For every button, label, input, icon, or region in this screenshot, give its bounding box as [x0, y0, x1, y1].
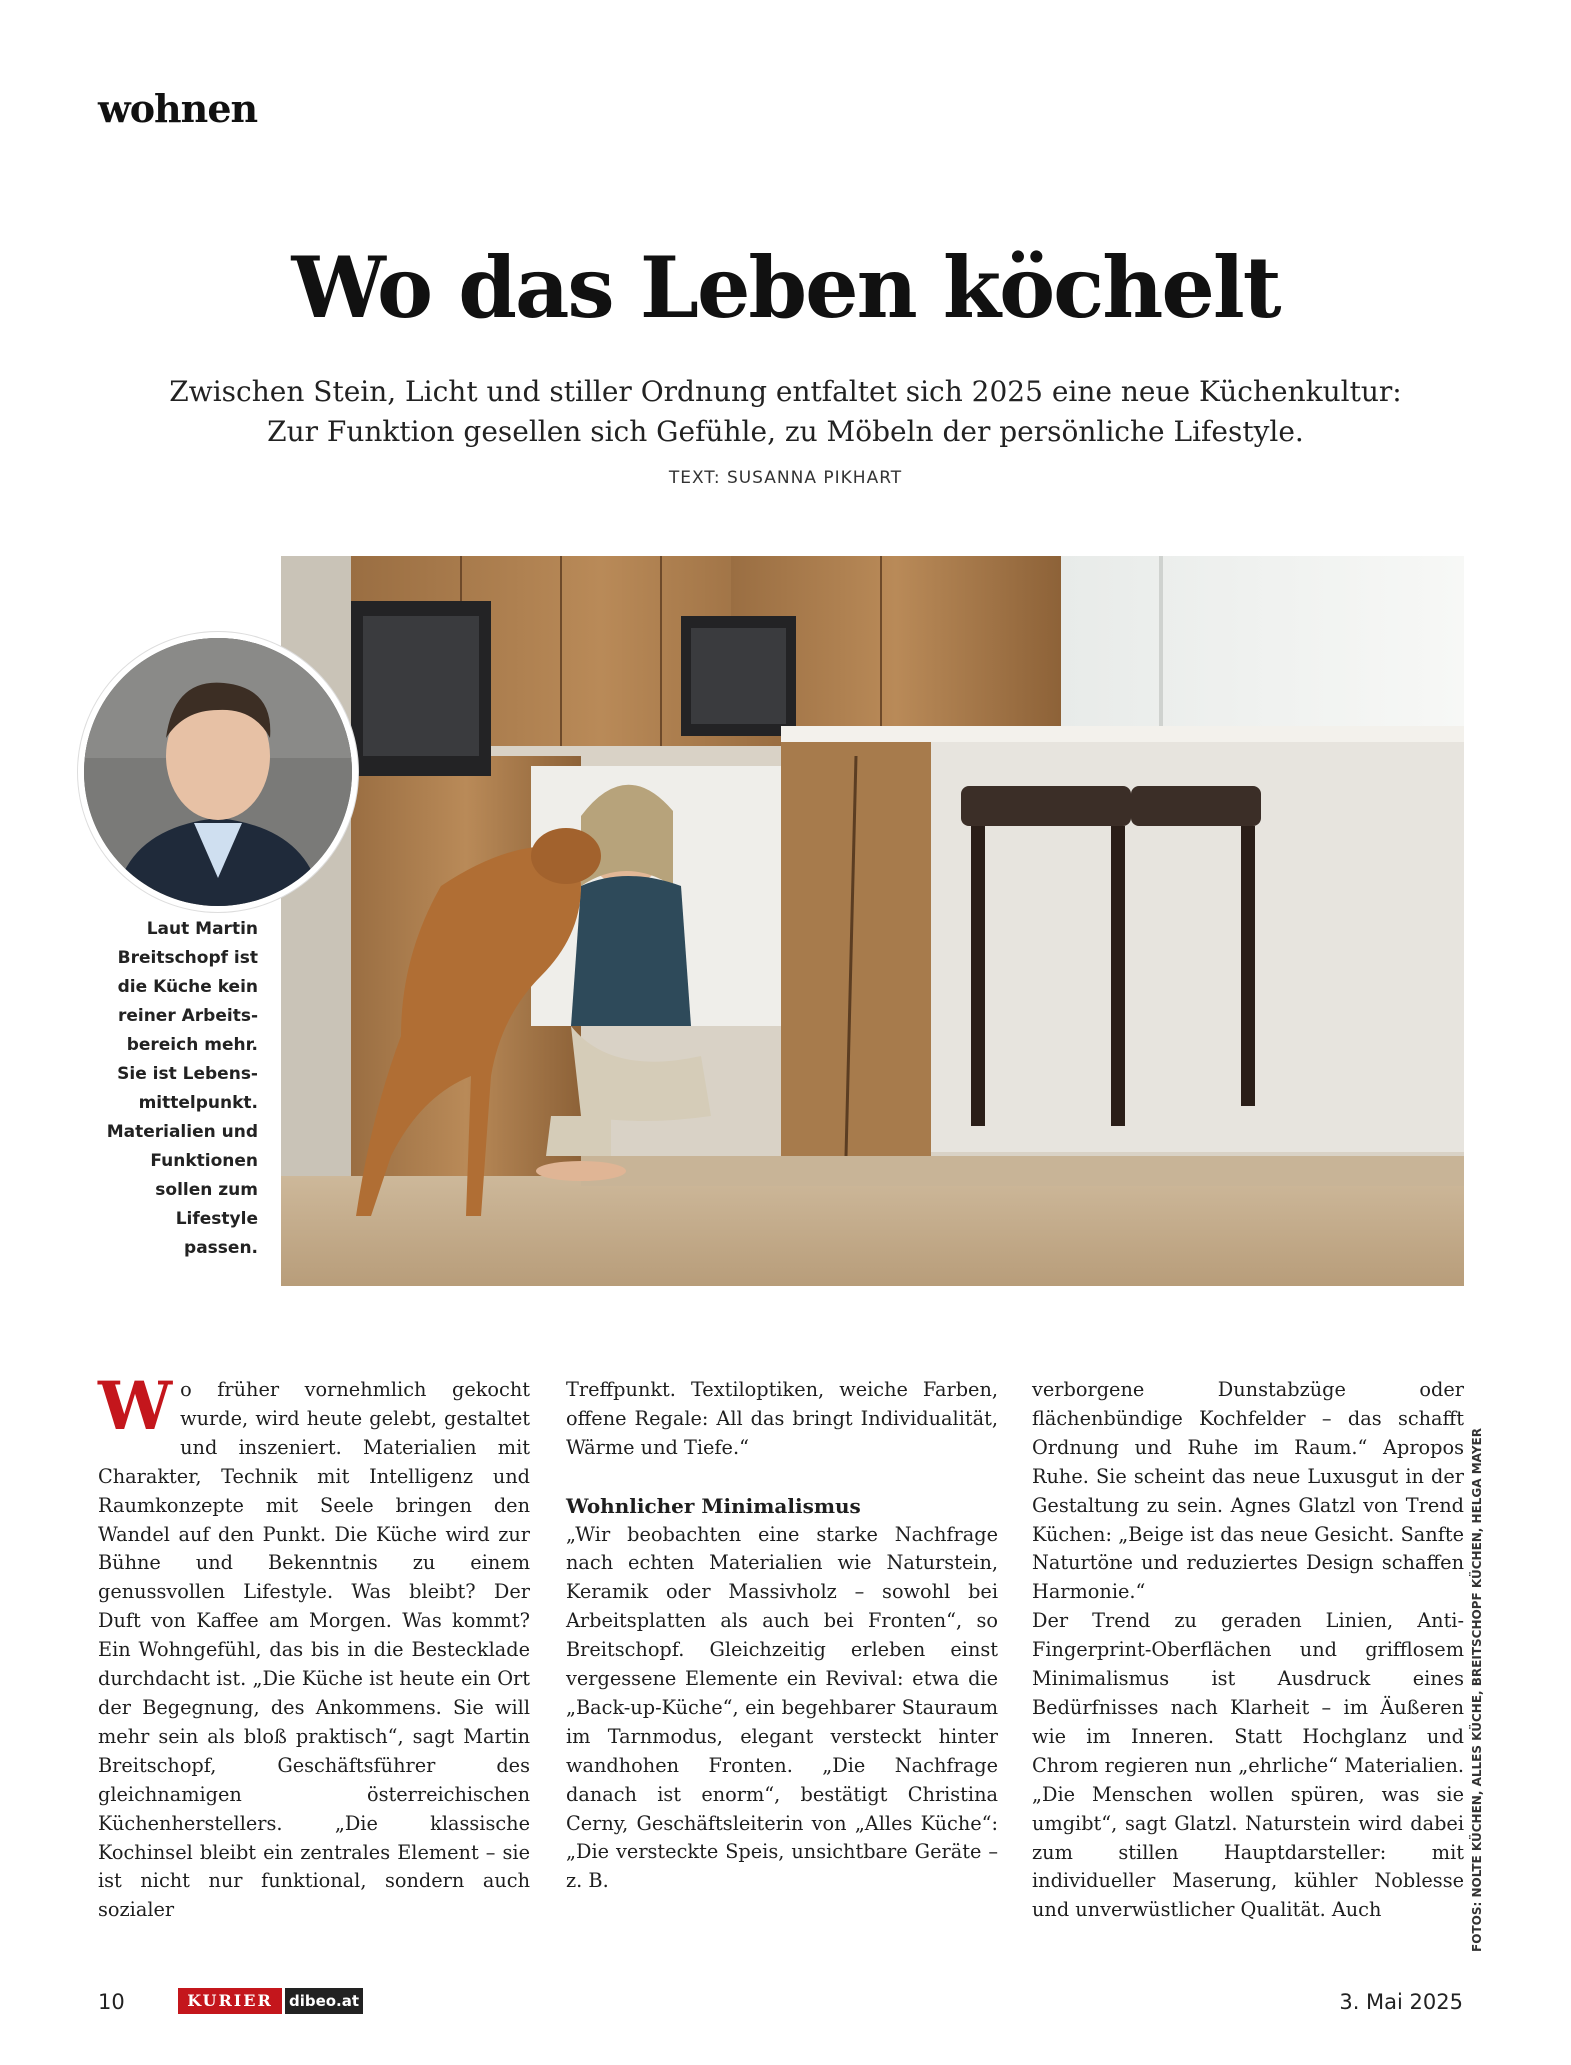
subtitle-line-2: Zur Funktion gesellen sich Gefühle, zu Möbeln der persönliche Lifestyle.	[267, 415, 1304, 448]
column-3-text-b: Der Trend zu geraden Linien, Anti-Fingerprint-Oberflächen und grifflosem Minimalismus ist Ausdruck eines Bedürfnisses nach Klarheit – im Äußeren wie im Inneren. Statt Hochglanz und Chrom regieren nun „ehrliche“ Materialien. „Die Menschen wollen spüren, was sie umgibt“, sagt Glatzl. Naturstein wird dabei zum stillen Hauptdarsteller: mit individueller Maserung, kühler Noblesse und unverwüstlicher Qualität. Auch	[1032, 1609, 1464, 1922]
lead-paragraph	[98, 1367, 530, 1925]
paragraph-spacer	[566, 1463, 998, 1492]
portrait-illustration	[84, 638, 352, 906]
subheading: Wohnlicher Minimalismus	[566, 1493, 861, 1518]
article-column-3	[1032, 1376, 1464, 1925]
portrait-photo	[78, 632, 358, 912]
headline: Wo das Leben köchelt	[291, 238, 1280, 337]
article-column-1	[98, 1367, 530, 1925]
kitchen-photo-illustration	[281, 556, 1464, 1286]
photo-caption: Laut Martin Breitschopf ist die Küche kein reiner Arbeits-bereich mehr. Sie ist Lebens-mittelpunkt. Materialien und Funktionen sollen zum Lifestyle passen.	[106, 919, 258, 1258]
subtitle-line-1: Zwischen Stein, Licht und stiller Ordnung entfaltet sich 2025 eine neue Küchenkultur:	[169, 375, 1402, 408]
subtitle	[130, 372, 1441, 452]
article-column-2	[566, 1376, 998, 1896]
dibeo-logo: dibeo.at	[285, 1988, 363, 2014]
page-number: 10	[98, 1990, 125, 2014]
issue-date: 3. Mai 2025	[1339, 1990, 1463, 2014]
column-2-text-a: Treffpunkt. Textiloptiken, weiche Farben, offene Regale: All das bringt Individualität, Wärme und Tiefe.“	[566, 1378, 998, 1459]
kitchen-photo	[281, 556, 1464, 1286]
section-label: wohnen	[98, 86, 258, 131]
column-1-text: o früher vornehmlich gekocht wurde, wird heute gelebt, gestaltet und inszeniert. Materialien mit Charakter, Technik mit Intelligenz und Raumkonzepte mit Seele bringen den Wandel auf den Punkt. Die Küche wird zur Bühne und Bekenntnis zu einem genussvollen Lifestyle. Was bleibt? Der Duft von Kaffee am Morgen. Was kommt? Ein Wohngefühl, das bis in die Bestecklade durchdacht ist. „Die Küche ist heute ein Ort der Begegnung, des Ankommens. Sie will mehr sein als bloß praktisch“, sagt Martin Breitschopf, Geschäftsführer des gleichnamigen österreichischen Küchenherstellers. „Die klassische Kochinsel bleibt ein zentrales Element – sie ist nicht nur funktional, sondern auch sozialer	[98, 1378, 530, 1922]
column-2-text-b: „Wir beobachten eine starke Nachfrage nach echten Materialien wie Naturstein, Keramik oder Massivholz – sowohl bei Arbeitsplatten als auch bei Fronten“, so Breitschopf. Gleichzeitig erleben einst vergessene Elemente ein Revival: etwa die „Back-up-Küche“, ein begehbarer Stauraum im Tarnmodus, elegant versteckt hinter wandhohen Fronten. „Die Nachfrage danach ist enorm“, bestätigt Christina Cerny, Geschäftsleiterin von „Alles Küche“: „Die versteckte Speis, unsichtbare Geräte – z. B.	[566, 1522, 998, 1893]
photo-credit: FOTOS: NOLTE KÜCHEN, ALLES KÜCHE, BREITSCHOPF KÜCHEN, HELGA MAYER	[1470, 1428, 1484, 1952]
kurier-logo: KURIER	[178, 1988, 282, 2014]
column-3-text-a: verborgene Dunstabzüge oder flächenbündige Kochfelder – das schafft Ordnung und Ruhe im Raum.“ Apropos Ruhe. Sie scheint das neue Luxusgut in der Gestaltung zu sein. Agnes Glatzl von Trend Küchen: „Beige ist das neue Gesicht. Sanfte Naturtöne und reduziertes Design schaffen Harmonie.“	[1032, 1378, 1464, 1604]
byline: TEXT: SUSANNA PIKHART	[668, 468, 903, 488]
drop-cap: W	[98, 1367, 173, 1445]
